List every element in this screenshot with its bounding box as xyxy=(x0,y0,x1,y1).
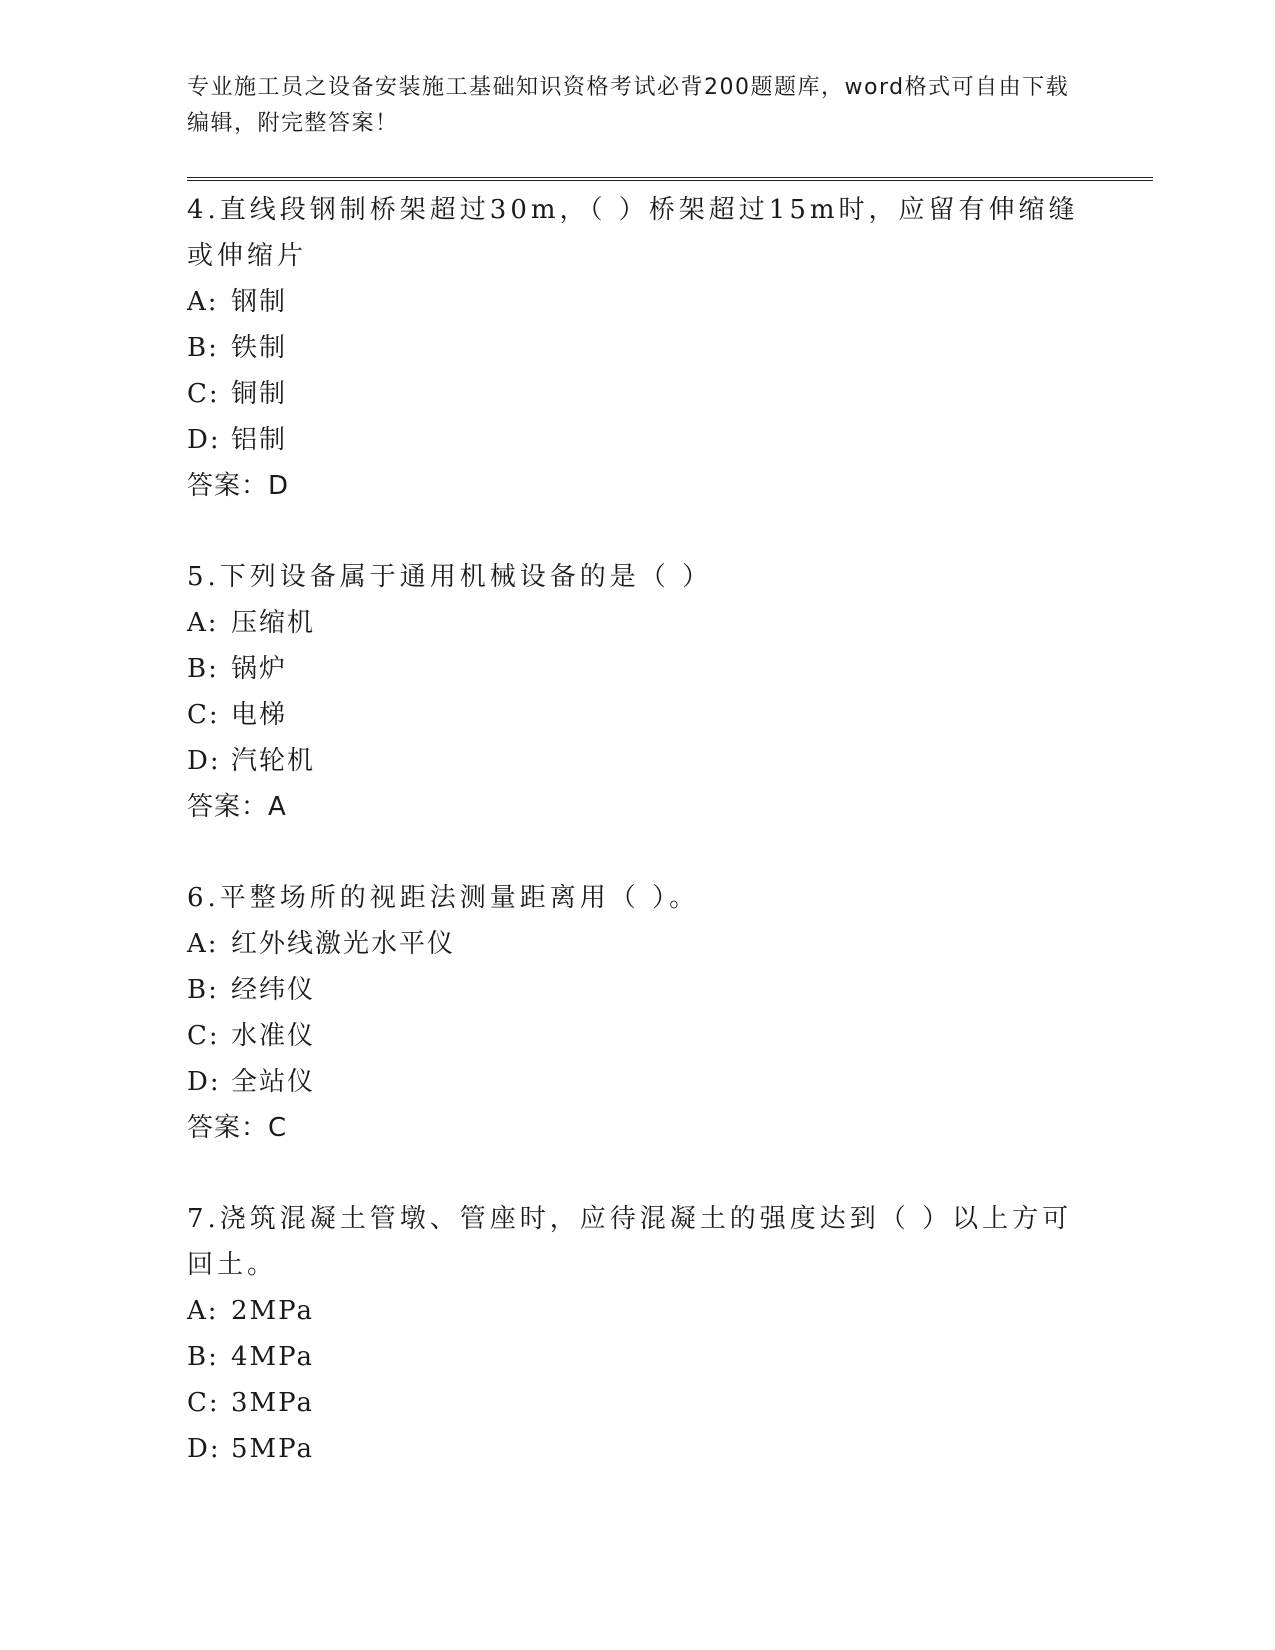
option-text: 3MPa xyxy=(231,1388,314,1418)
option-letter: A: xyxy=(187,929,219,959)
option-a xyxy=(187,279,1087,325)
option-text: 铝制 xyxy=(231,425,288,455)
option-letter: D: xyxy=(187,746,221,776)
option-b xyxy=(187,325,1087,371)
answer-line xyxy=(187,463,1087,509)
option-c xyxy=(187,371,1087,417)
option-text: 电梯 xyxy=(231,700,288,730)
option-letter: B: xyxy=(187,1342,219,1372)
option-d xyxy=(187,1426,1087,1472)
option-c xyxy=(187,1380,1087,1426)
option-b xyxy=(187,1334,1087,1380)
option-text: 钢制 xyxy=(231,287,288,317)
question-7 xyxy=(187,1196,1087,1472)
option-text: 5MPa xyxy=(231,1434,314,1464)
question-5 xyxy=(187,554,1087,830)
question-text: 4.直线段钢制桥架超过30m，（ ）桥架超过15m时，应留有伸缩缝或伸缩片 xyxy=(187,195,1079,271)
question-list xyxy=(187,187,1087,1517)
option-letter: D: xyxy=(187,425,221,455)
option-a xyxy=(187,600,1087,646)
option-a xyxy=(187,1288,1087,1334)
double-rule-divider xyxy=(187,177,1153,181)
option-letter: A: xyxy=(187,608,219,638)
option-text: 2MPa xyxy=(231,1296,314,1326)
option-letter: A: xyxy=(187,287,219,317)
option-d xyxy=(187,1059,1087,1105)
option-text: 铜制 xyxy=(231,379,288,409)
option-letter: C: xyxy=(187,1388,220,1418)
answer-label: 答案： xyxy=(187,792,269,822)
option-text: 经纬仪 xyxy=(231,975,316,1005)
option-d xyxy=(187,417,1087,463)
answer-line xyxy=(187,1105,1087,1151)
question-6 xyxy=(187,875,1087,1151)
answer-line xyxy=(187,784,1087,830)
question-text: 7.浇筑混凝土管墩、管座时，应待混凝土的强度达到（ ）以上方可回土。 xyxy=(187,1204,1073,1280)
option-letter: A: xyxy=(187,1296,219,1326)
option-letter: D: xyxy=(187,1434,221,1464)
option-text: 汽轮机 xyxy=(231,746,316,776)
answer-value: C xyxy=(268,1113,288,1143)
option-text: 锅炉 xyxy=(231,654,288,684)
answer-value: D xyxy=(268,471,290,501)
question-text: 6.平整场所的视距法测量距离用（ ）。 xyxy=(187,883,700,913)
option-text: 水准仪 xyxy=(231,1021,316,1051)
option-text: 全站仪 xyxy=(231,1067,316,1097)
answer-label: 答案： xyxy=(187,1113,269,1143)
option-c xyxy=(187,1013,1087,1059)
option-letter: C: xyxy=(187,379,220,409)
option-letter: C: xyxy=(187,700,220,730)
question-4 xyxy=(187,187,1087,509)
option-c xyxy=(187,692,1087,738)
answer-value: A xyxy=(268,792,287,822)
option-b xyxy=(187,646,1087,692)
option-text: 红外线激光水平仪 xyxy=(231,929,456,959)
option-d xyxy=(187,738,1087,784)
option-letter: B: xyxy=(187,333,219,363)
answer-label: 答案： xyxy=(187,471,269,501)
option-letter: B: xyxy=(187,975,219,1005)
option-text: 铁制 xyxy=(231,333,288,363)
option-b xyxy=(187,967,1087,1013)
option-letter: C: xyxy=(187,1021,220,1051)
option-text: 压缩机 xyxy=(231,608,316,638)
question-text: 5.下列设备属于通用机械设备的是（ ） xyxy=(187,562,713,592)
option-text: 4MPa xyxy=(231,1342,314,1372)
option-letter: B: xyxy=(187,654,219,684)
option-letter: D: xyxy=(187,1067,221,1097)
option-a xyxy=(187,921,1087,967)
document-title: 专业施工员之设备安装施工基础知识资格考试必背200题题库，word格式可自由下载编辑，附完整答案！ xyxy=(187,75,1070,136)
